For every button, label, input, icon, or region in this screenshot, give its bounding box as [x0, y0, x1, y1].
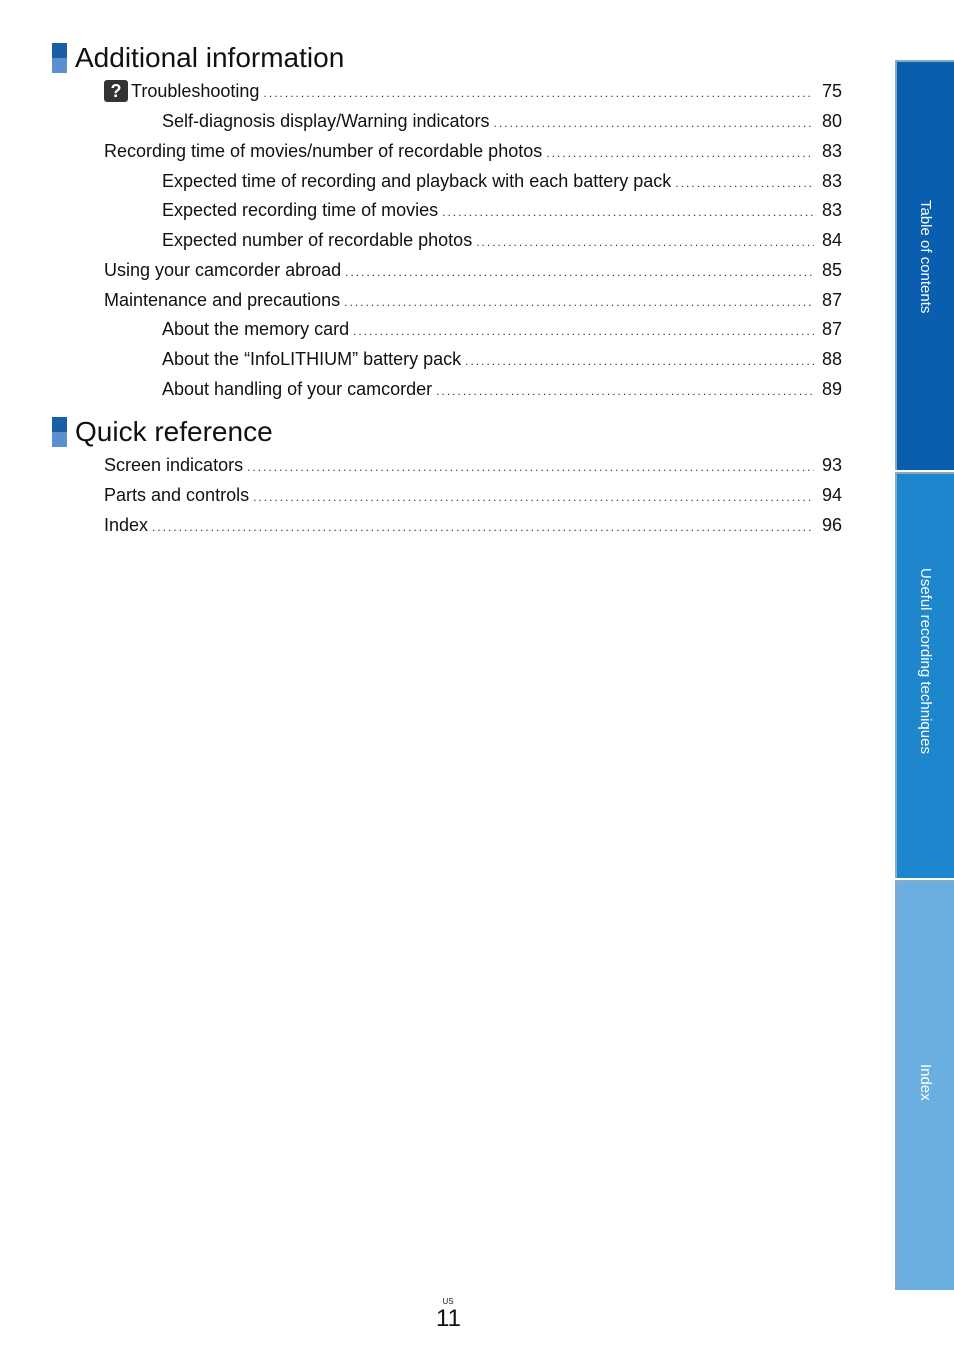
toc-entry-label: Index	[104, 515, 149, 535]
toc-entry-page: 75	[821, 81, 842, 101]
toc-entry-label: About the memory card	[162, 319, 350, 339]
dot-leader	[152, 516, 814, 538]
help-icon: ?	[104, 80, 128, 102]
section-title: Additional information	[75, 42, 345, 73]
section-heading-additional-information	[52, 42, 344, 74]
toc-entry-label: Self-diagnosis display/Warning indicators	[162, 111, 490, 131]
toc-entry-recording-time[interactable]	[104, 140, 842, 162]
dot-leader	[263, 82, 814, 104]
toc-entry-self-diagnosis[interactable]	[162, 110, 842, 132]
toc-entry-page: 94	[821, 485, 842, 505]
toc-entry-troubleshooting[interactable]	[104, 80, 842, 102]
page-number	[436, 1298, 460, 1331]
dot-leader	[476, 231, 814, 253]
page-number-value: 11	[436, 1305, 461, 1332]
toc-entry-label: Maintenance and precautions	[104, 290, 341, 310]
toc-entry-page: 83	[821, 200, 842, 220]
toc-entry-abroad[interactable]	[104, 259, 842, 281]
dot-leader	[344, 291, 814, 313]
toc-entry-expected-recording-time[interactable]	[162, 199, 842, 221]
dot-leader	[442, 201, 814, 223]
side-tab-useful-recording-techniques[interactable]	[895, 472, 954, 878]
toc-entry-label: About the “InfoLITHIUM” battery pack	[162, 349, 462, 369]
toc-entry-page: 84	[821, 230, 842, 250]
toc-entry-label: Recording time of movies/number of recordable photos	[104, 141, 543, 161]
toc-entry-page: 93	[821, 455, 842, 475]
toc-entry-label: Expected number of recordable photos	[162, 230, 473, 250]
toc-entry-page: 83	[821, 171, 842, 191]
toc-entry-battery-pack[interactable]	[162, 348, 842, 370]
toc-entry-page: 96	[821, 515, 842, 535]
toc-entry-page: 83	[821, 141, 842, 161]
toc-entry-page: 88	[821, 349, 842, 369]
toc-entry-page: 89	[821, 379, 842, 399]
toc-entry-page: 87	[821, 290, 842, 310]
section-title: Quick reference	[75, 416, 273, 447]
toc-entry-memory-card[interactable]	[162, 318, 842, 340]
toc-entry-handling[interactable]	[162, 378, 842, 400]
toc-entry-label: About handling of your camcorder	[162, 379, 433, 399]
toc-entry-label: Parts and controls	[104, 485, 250, 505]
toc-entry-expected-time-battery[interactable]	[162, 170, 842, 192]
toc-entry-expected-photos[interactable]	[162, 229, 842, 251]
toc-entry-label: Troubleshooting	[131, 81, 260, 101]
heading-marker	[52, 417, 67, 447]
toc-entry-index[interactable]	[104, 514, 842, 536]
dot-leader	[494, 112, 815, 134]
heading-marker	[52, 43, 67, 73]
dot-leader	[436, 380, 814, 402]
section-heading-quick-reference	[52, 416, 273, 448]
dot-leader	[353, 320, 814, 342]
side-tab-index[interactable]	[895, 880, 954, 1290]
toc-entry-page: 80	[821, 111, 842, 131]
page-region-label: US	[442, 1297, 454, 1306]
toc-entry-screen-indicators[interactable]	[104, 454, 842, 476]
side-tab-label: Index	[917, 1064, 934, 1101]
toc-entry-page: 87	[821, 319, 842, 339]
toc-entry-page: 85	[821, 260, 842, 280]
dot-leader	[253, 486, 814, 508]
toc-entry-label: Using your camcorder abroad	[104, 260, 342, 280]
dot-leader	[247, 456, 814, 478]
side-tab-table-of-contents[interactable]	[895, 60, 954, 470]
toc-entry-label: Expected time of recording and playback with each battery pack	[162, 171, 672, 191]
side-tab-label: Useful recording techniques	[917, 568, 934, 754]
toc-entry-maintenance[interactable]	[104, 289, 842, 311]
toc-entry-label: Expected recording time of movies	[162, 200, 439, 220]
dot-leader	[546, 142, 814, 164]
dot-leader	[675, 172, 814, 194]
toc-entry-parts-controls[interactable]	[104, 484, 842, 506]
dot-leader	[345, 261, 814, 283]
toc-entry-label: Screen indicators	[104, 455, 244, 475]
side-tab-label: Table of contents	[917, 200, 934, 314]
dot-leader	[465, 350, 814, 372]
